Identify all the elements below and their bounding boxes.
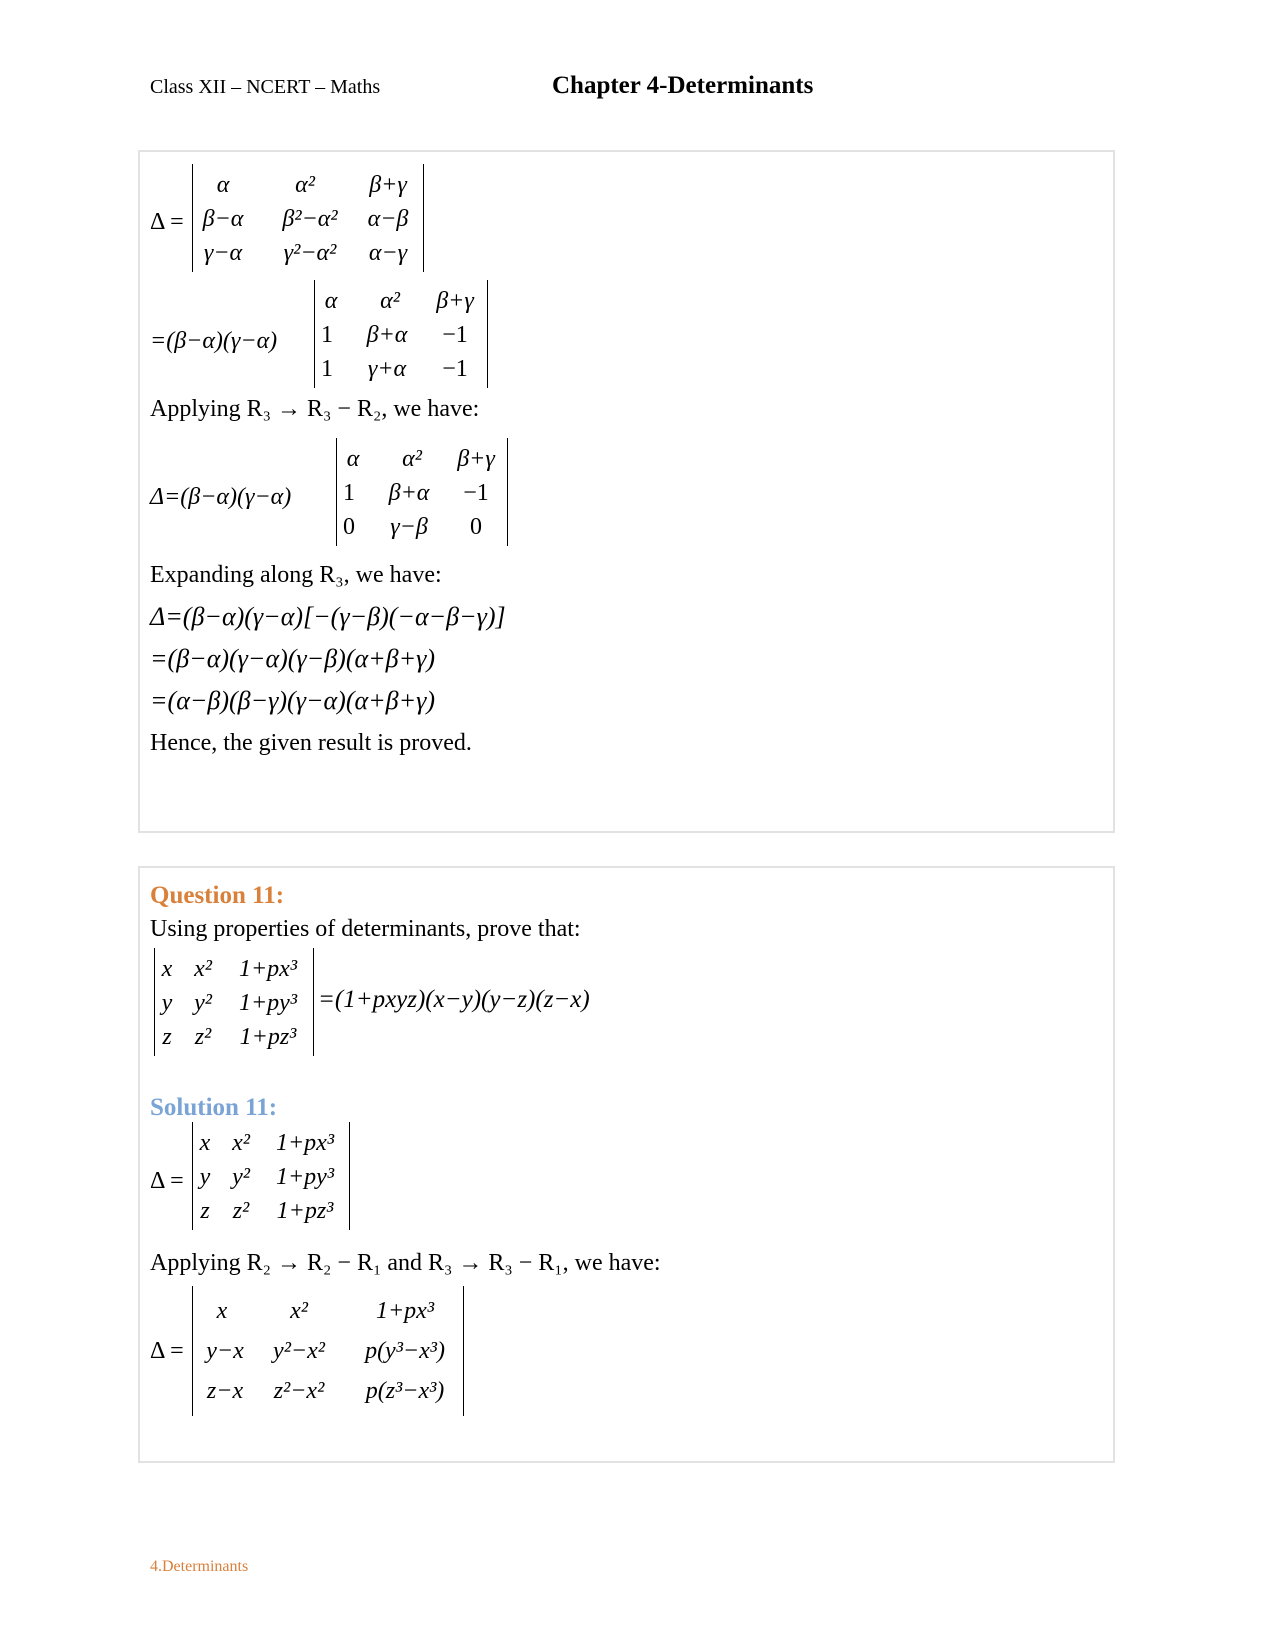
- sdet-cell: z: [200, 1198, 210, 1224]
- det1-cell: β−α: [202, 206, 244, 232]
- det3-cell: β+α: [388, 480, 430, 506]
- sdet2-cell: p(z³−x³): [365, 1378, 445, 1404]
- qdet-cell: 1+px³: [238, 956, 298, 982]
- question-rhs: =(1+pxyz)(x−y)(y−z)(z−x): [318, 986, 590, 1013]
- det2-cell: β+α: [366, 322, 408, 348]
- header-chapter-title: Chapter 4-Determinants: [552, 72, 814, 99]
- sdet2-cell: y−x: [206, 1338, 244, 1364]
- sdet-cell: z²: [232, 1198, 250, 1224]
- equation-3: =(α−β)(β−γ)(γ−α)(α+β+γ): [150, 686, 436, 715]
- det2-cell: γ+α: [367, 356, 407, 382]
- sdet2-cell: y²−x²: [273, 1338, 325, 1364]
- sdet2-cell: z²−x²: [273, 1378, 325, 1404]
- det3-cell: α: [346, 446, 360, 472]
- det1-cell: α−γ: [368, 240, 408, 266]
- question-11-box: [138, 866, 1115, 1463]
- qdet-cell: x: [161, 956, 173, 982]
- solution-determinant: [192, 1122, 350, 1230]
- sdet-cell: 1+py³: [275, 1164, 335, 1190]
- sdet-cell: x: [199, 1130, 211, 1156]
- qdet-cell: z²: [194, 1024, 212, 1050]
- det1-cell: α: [216, 172, 230, 198]
- qdet-cell: x²: [194, 956, 212, 982]
- det1-cell: β²−α²: [282, 206, 338, 232]
- question-determinant: [154, 948, 314, 1056]
- question-text: Using properties of determinants, prove that:: [150, 916, 581, 942]
- sdet-cell: y: [199, 1164, 211, 1190]
- det2-cell: −1: [442, 356, 468, 382]
- equation-2: =(β−α)(γ−α)(γ−β)(α+β+γ): [150, 644, 436, 673]
- sdet2-cell: x: [216, 1298, 228, 1324]
- det1-cell: β+γ: [369, 172, 407, 198]
- det3-cell: −1: [463, 480, 489, 506]
- sdet2-cell: z−x: [206, 1378, 244, 1404]
- determinant-3: [336, 438, 508, 546]
- det2-cell: 1: [321, 322, 333, 348]
- det1-cell: α²: [295, 172, 315, 198]
- det2-cell: β+γ: [436, 288, 474, 314]
- sdet2-cell: 1+px³: [375, 1298, 435, 1324]
- delta-label: Δ =: [150, 209, 184, 235]
- det3-cell: β+γ: [457, 446, 495, 472]
- sdet-cell: y²: [232, 1164, 250, 1190]
- solution-delta-label-2: Δ =: [150, 1338, 184, 1364]
- conclusion-text: Hence, the given result is proved.: [150, 730, 472, 756]
- header-class-label: Class XII – NCERT – Maths: [150, 76, 381, 98]
- det3-cell: 1: [343, 480, 355, 506]
- question-heading: Question 11:: [150, 882, 285, 909]
- sdet-cell: 1+pz³: [276, 1198, 334, 1224]
- det2-cell: 1: [321, 356, 333, 382]
- det1-cell: α−β: [367, 206, 409, 232]
- det1-cell: γ²−α²: [283, 240, 337, 266]
- det2-cell: −1: [442, 322, 468, 348]
- det1-cell: γ−α: [203, 240, 243, 266]
- qdet-cell: z: [162, 1024, 172, 1050]
- sdet-cell: x²: [232, 1130, 250, 1156]
- solution-determinant-2: [192, 1286, 464, 1416]
- solution-heading: Solution 11:: [150, 1094, 278, 1121]
- solution-delta-label: Δ =: [150, 1168, 184, 1194]
- applying-text-2: Applying R₂ → R₂ − R₁ and R₃ → R₃ − R₁, we have:: [150, 1250, 661, 1276]
- expanding-text: Expanding along R₃, we have:: [150, 562, 442, 588]
- det2-cell: α: [324, 288, 338, 314]
- factor-expression: =(β−α)(γ−α): [150, 328, 278, 354]
- det2-cell: α²: [380, 288, 400, 314]
- det3-cell: α²: [402, 446, 422, 472]
- solution-continued-box: [138, 150, 1115, 833]
- equation-1: Δ=(β−α)(γ−α)[−(γ−β)(−α−β−γ)]: [150, 602, 506, 631]
- sdet2-cell: p(y³−x³): [365, 1338, 445, 1364]
- qdet-cell: y: [161, 990, 173, 1016]
- det3-cell: γ−β: [390, 514, 428, 540]
- sdet2-cell: x²: [290, 1298, 308, 1324]
- qdet-cell: 1+pz³: [239, 1024, 297, 1050]
- qdet-cell: y²: [194, 990, 212, 1016]
- sdet-cell: 1+px³: [275, 1130, 335, 1156]
- det3-cell: 0: [470, 514, 482, 540]
- footer-chapter-label: 4.Determinants: [150, 1558, 249, 1575]
- determinant-1: [192, 164, 424, 272]
- determinant-2: [314, 280, 488, 388]
- qdet-cell: 1+py³: [238, 990, 298, 1016]
- applying-text-1: Applying R₃ → R₃ − R₂, we have:: [150, 396, 480, 422]
- det3-cell: 0: [343, 514, 355, 540]
- factor-expression-2: Δ=(β−α)(γ−α): [150, 484, 292, 510]
